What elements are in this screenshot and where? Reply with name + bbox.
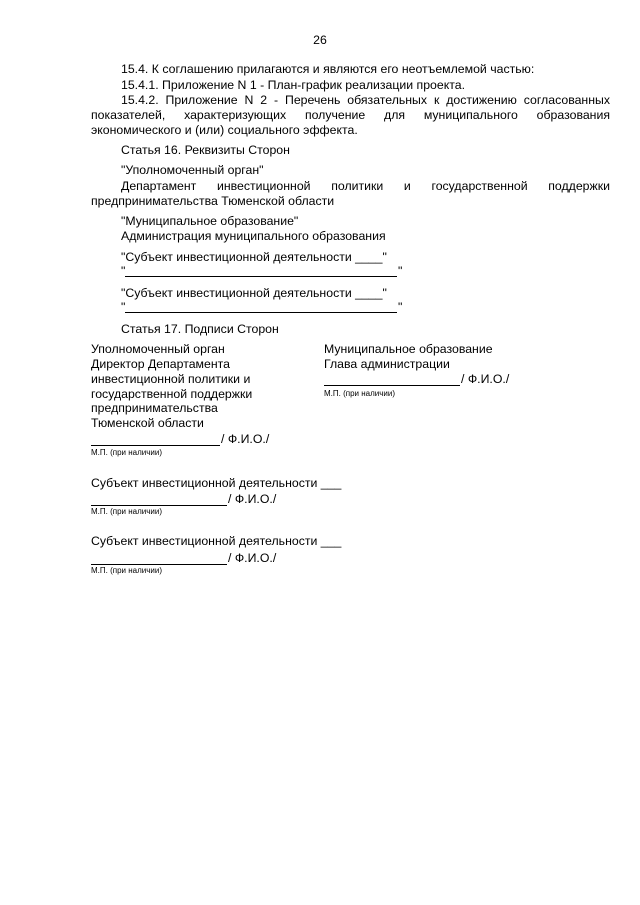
subject1-signature-line (91, 505, 227, 506)
right-signer-line1: Муниципальное образование (324, 342, 493, 356)
right-fio: / Ф.И.О./ (461, 372, 510, 386)
subject2-close-quote: " (398, 300, 403, 314)
subject2-stamp-note: М.П. (при наличии) (91, 566, 162, 575)
clause-15-4-1: 15.4.1. Приложение N 1 - План-график реализации проекта. (121, 78, 465, 92)
subject1-stamp-note: М.П. (при наличии) (91, 507, 162, 516)
subject1-label: "Субъект инвестиционной деятельности ____" (121, 250, 387, 264)
subject2-open-quote: " (121, 300, 126, 314)
left-fio: / Ф.И.О./ (221, 432, 270, 446)
subject1-signer-label: Субъект инвестиционной деятельности ___ (91, 476, 342, 490)
left-signature-line (91, 445, 220, 446)
subject2-signature-line (91, 564, 227, 565)
left-signer-line3: инвестиционной политики и (91, 372, 251, 386)
authority-name-line1: Департамент инвестиционной политики и государственной поддержки (121, 179, 610, 193)
clause-15-4-2-line2: показателей, характеризующих получение для муниципального образования (91, 108, 610, 122)
subject2-fio: / Ф.И.О./ (228, 551, 277, 565)
subject1-blank-line (125, 276, 397, 277)
subject2-label: "Субъект инвестиционной деятельности ____" (121, 286, 387, 300)
clause-15-4-2-line3: экономического и (или) социального эффекта. (91, 123, 358, 137)
authority-label: "Уполномоченный орган" (121, 163, 264, 177)
subject1-open-quote: " (121, 264, 126, 278)
left-signer-line6: Тюменской области (91, 416, 204, 430)
left-signer-line4: государственной поддержки (91, 387, 253, 401)
left-stamp-note: М.П. (при наличии) (91, 448, 162, 457)
clause-15-4-2-line1: 15.4.2. Приложение N 2 - Перечень обязательных к достижению согласованных (121, 93, 610, 107)
right-stamp-note: М.П. (при наличии) (324, 389, 395, 398)
municipality-name: Администрация муниципального образования (121, 229, 386, 243)
left-signer-line2: Директор Департамента (91, 357, 230, 371)
authority-name-line2: предпринимательства Тюменской области (91, 194, 335, 208)
subject2-signer-label: Субъект инвестиционной деятельности ___ (91, 534, 342, 548)
article-16-heading: Статья 16. Реквизиты Сторон (121, 143, 290, 157)
municipality-label: "Муниципальное образование" (121, 214, 299, 228)
subject2-blank-line (125, 312, 397, 313)
subject1-close-quote: " (398, 264, 403, 278)
left-signer-line1: Уполномоченный орган (91, 342, 225, 356)
left-signer-line5: предпринимательства (91, 401, 218, 415)
clause-15-4: 15.4. К соглашению прилагаются и являются его неотъемлемой частью: (121, 62, 535, 76)
subject1-fio: / Ф.И.О./ (228, 492, 277, 506)
right-signature-line (324, 385, 460, 386)
article-17-heading: Статья 17. Подписи Сторон (121, 322, 279, 336)
right-signer-line2: Глава администрации (324, 357, 450, 371)
page-number: 26 (313, 33, 327, 47)
